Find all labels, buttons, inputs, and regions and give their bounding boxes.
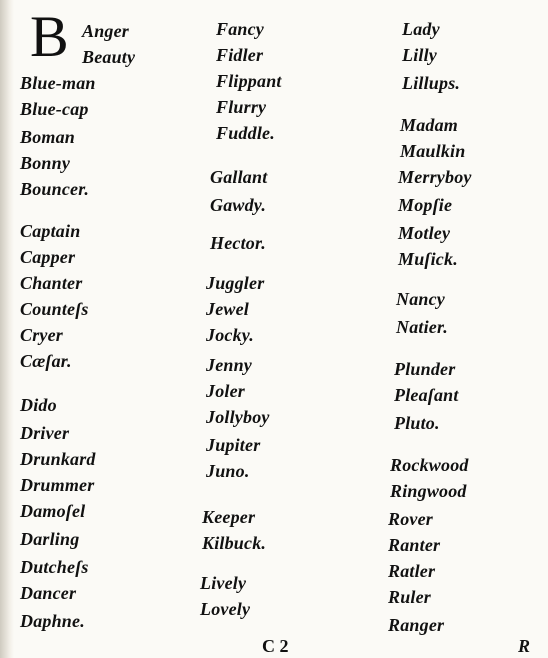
name-entry: Fuddle. xyxy=(216,123,275,143)
name-entry: Driver xyxy=(20,423,70,443)
name-entry: Bonny xyxy=(20,153,71,173)
name-entry: Joler xyxy=(206,381,245,401)
name-entry: Nancy xyxy=(396,289,445,309)
name-entry: Anger xyxy=(82,21,130,41)
name-entry: Jewel xyxy=(206,299,249,319)
name-entry: Juggler xyxy=(206,273,265,293)
name-entry: Natier. xyxy=(396,317,448,337)
name-entry: Merryboy xyxy=(398,167,472,187)
name-entry: Ranger xyxy=(388,615,445,635)
name-entry: Madam xyxy=(400,115,459,135)
name-entry: Flippant xyxy=(216,71,282,91)
name-entry: Chanter xyxy=(20,273,83,293)
name-entry: Ratler xyxy=(388,561,436,581)
name-entry: Bouncer. xyxy=(20,179,90,199)
name-entry: Ringwood xyxy=(390,481,467,501)
name-entry: Capper xyxy=(20,247,76,267)
name-entry: Ruler xyxy=(388,587,432,607)
name-entry: Cæſar. xyxy=(20,351,72,371)
name-entry: Lillups. xyxy=(402,73,461,93)
name-entry: Maulkin xyxy=(400,141,466,161)
name-entry: Gawdy. xyxy=(210,195,267,215)
name-entry: Daphne. xyxy=(20,611,85,631)
name-entry: Lively xyxy=(200,573,247,593)
name-entry: Boman xyxy=(20,127,76,147)
name-entry: Blue-man xyxy=(20,73,96,93)
name-entry: Drummer xyxy=(20,475,95,495)
name-entry: Muſick. xyxy=(398,249,458,269)
name-entry: Counteſs xyxy=(20,299,89,319)
name-entry: Hector. xyxy=(210,233,266,253)
name-entry: Juno. xyxy=(206,461,250,481)
name-entry: Jocky. xyxy=(206,325,255,345)
name-entry: Lovely xyxy=(200,599,251,619)
name-entry: Lilly xyxy=(402,45,437,65)
name-entry: Fidler xyxy=(216,45,264,65)
name-entry: Pluto. xyxy=(394,413,440,433)
name-entry: Dido xyxy=(20,395,57,415)
name-entry: Drunkard xyxy=(20,449,96,469)
name-entry: Cryer xyxy=(20,325,63,345)
name-entry: Keeper xyxy=(202,507,256,527)
name-entry: Dutcheſs xyxy=(20,557,89,577)
name-entry: Ranter xyxy=(388,535,441,555)
catchword: R xyxy=(518,636,531,656)
name-entry: Plunder xyxy=(394,359,456,379)
signature-mark: C 2 xyxy=(262,636,289,656)
name-entry: Lady xyxy=(402,19,440,39)
name-entry: Jenny xyxy=(206,355,252,375)
name-entry: Beauty xyxy=(82,47,136,67)
name-entry: Dancer xyxy=(20,583,77,603)
name-entry: Flurry xyxy=(216,97,267,117)
drop-cap: B xyxy=(30,4,69,69)
name-entry: Pleaſant xyxy=(394,385,459,405)
name-entry: Darling xyxy=(20,529,80,549)
name-entry: Mopſie xyxy=(398,195,453,215)
name-entry: Captain xyxy=(20,221,81,241)
name-entry: Jollyboy xyxy=(206,407,270,427)
name-entry: Motley xyxy=(398,223,451,243)
name-entry: Jupiter xyxy=(206,435,261,455)
name-entry: Damoſel xyxy=(20,501,86,521)
name-entry: Gallant xyxy=(210,167,268,187)
name-entry: Rockwood xyxy=(390,455,469,475)
name-entry: Rover xyxy=(388,509,433,529)
page-edge xyxy=(0,0,14,658)
name-entry: Fancy xyxy=(216,19,264,39)
name-entry: Kilbuck. xyxy=(202,533,267,553)
name-entry: Blue-cap xyxy=(20,99,89,119)
